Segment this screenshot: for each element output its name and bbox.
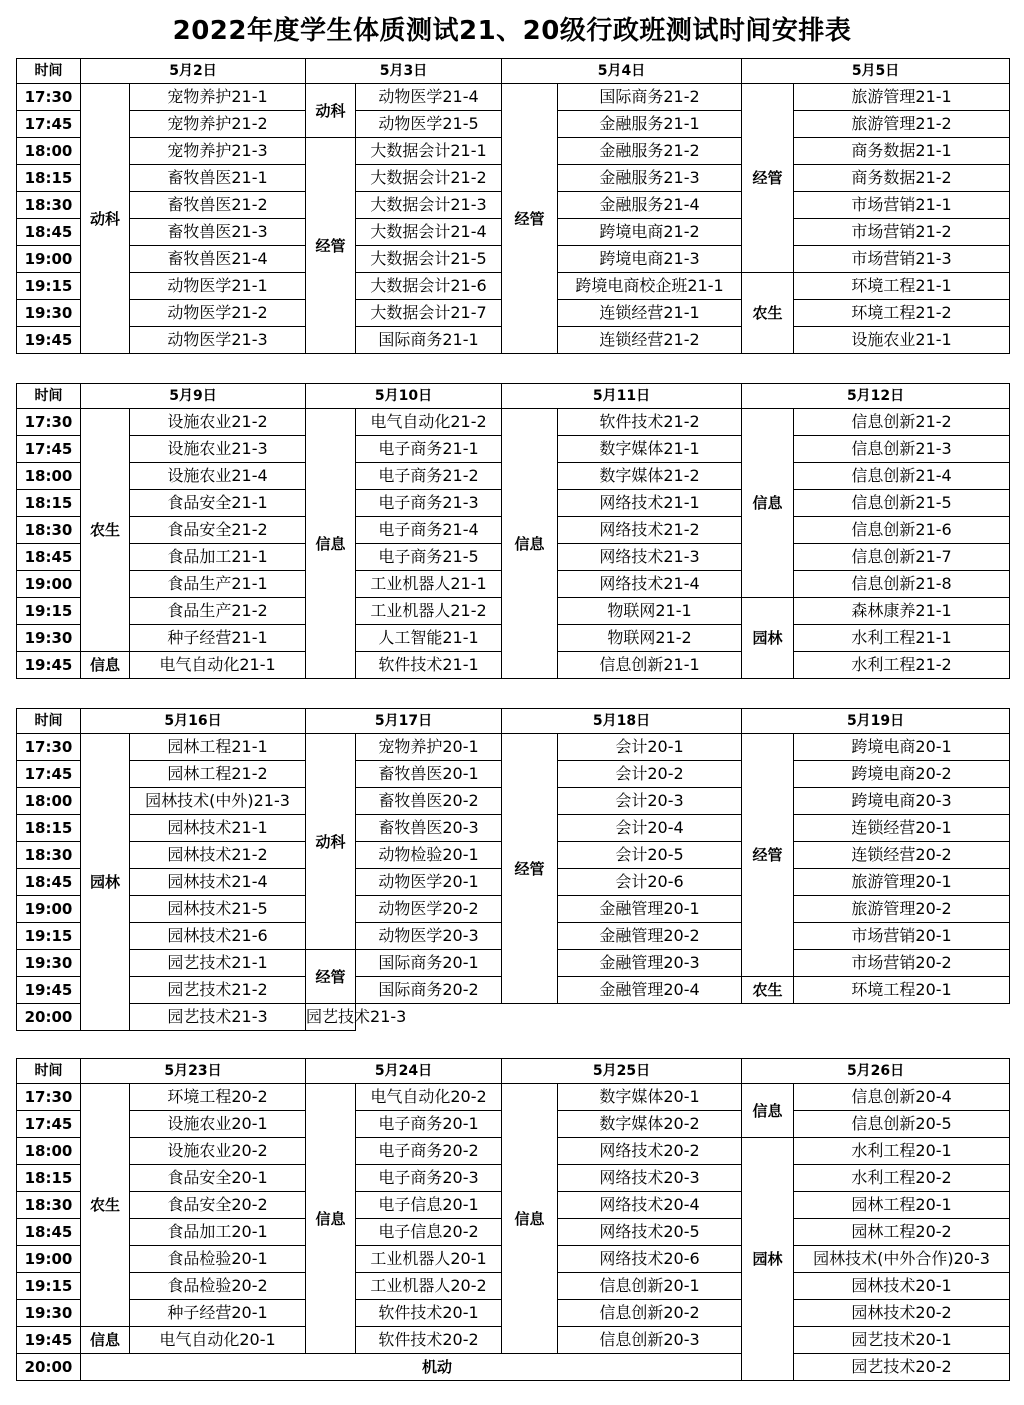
class-cell: 信息创新21-5 — [794, 490, 1010, 517]
class-cell: 环境工程21-1 — [794, 273, 1010, 300]
time-cell: 18:00 — [17, 788, 81, 815]
department-cell: 经管 — [502, 734, 558, 1004]
class-cell: 园林技术21-6 — [130, 923, 306, 950]
time-cell: 18:00 — [17, 463, 81, 490]
class-cell: 网络技术20-5 — [558, 1219, 742, 1246]
class-cell: 设施农业21-2 — [130, 409, 306, 436]
department-cell: 信息 — [742, 409, 794, 598]
class-cell: 电子商务20-1 — [356, 1111, 502, 1138]
class-cell: 信息创新21-7 — [794, 544, 1010, 571]
class-cell: 市场营销21-3 — [794, 246, 1010, 273]
class-cell: 动物检验20-1 — [356, 842, 502, 869]
time-cell: 19:15 — [17, 273, 81, 300]
class-cell: 网络技术21-2 — [558, 517, 742, 544]
class-cell: 食品加工20-1 — [130, 1219, 306, 1246]
class-cell: 信息创新21-4 — [794, 463, 1010, 490]
class-cell: 大数据会计21-4 — [356, 219, 502, 246]
class-cell: 商务数据21-1 — [794, 138, 1010, 165]
date-header: 5月9日 — [81, 384, 306, 409]
class-cell: 电气自动化21-1 — [130, 652, 306, 679]
class-cell: 市场营销20-1 — [794, 923, 1010, 950]
class-cell: 园林工程21-1 — [130, 734, 306, 761]
class-cell: 金融服务21-2 — [558, 138, 742, 165]
date-header: 5月24日 — [306, 1059, 502, 1084]
department-cell: 经管 — [306, 138, 356, 354]
class-cell: 电子商务20-2 — [356, 1138, 502, 1165]
class-cell: 宠物养护20-1 — [356, 734, 502, 761]
class-cell: 水利工程21-2 — [794, 652, 1010, 679]
class-cell: 设施农业21-1 — [794, 327, 1010, 354]
class-cell: 网络技术20-4 — [558, 1192, 742, 1219]
time-cell: 19:00 — [17, 896, 81, 923]
schedule-row — [17, 409, 1010, 436]
time-cell: 18:00 — [17, 1138, 81, 1165]
date-header: 5月4日 — [502, 59, 742, 84]
class-cell: 金融管理20-3 — [558, 950, 742, 977]
time-column-header: 时间 — [17, 1059, 81, 1084]
class-cell: 种子经营21-1 — [130, 625, 306, 652]
class-cell: 会计20-3 — [558, 788, 742, 815]
class-cell: 宠物养护21-3 — [130, 138, 306, 165]
class-cell: 市场营销21-1 — [794, 192, 1010, 219]
class-cell: 环境工程21-2 — [794, 300, 1010, 327]
time-cell: 18:45 — [17, 219, 81, 246]
class-cell: 环境工程20-2 — [130, 1084, 306, 1111]
time-cell: 18:30 — [17, 192, 81, 219]
class-cell: 市场营销20-2 — [794, 950, 1010, 977]
time-cell: 17:30 — [17, 1084, 81, 1111]
class-cell: 水利工程20-1 — [794, 1138, 1010, 1165]
class-cell: 数字媒体21-2 — [558, 463, 742, 490]
class-cell: 园林工程21-2 — [130, 761, 306, 788]
class-cell: 信息创新21-1 — [558, 652, 742, 679]
class-cell: 动物医学20-1 — [356, 869, 502, 896]
class-cell: 会计20-6 — [558, 869, 742, 896]
class-cell: 园艺技术21-1 — [130, 950, 306, 977]
time-cell: 20:00 — [17, 1004, 81, 1031]
class-cell: 园艺技术20-1 — [794, 1327, 1010, 1354]
time-cell: 19:15 — [17, 1273, 81, 1300]
date-header: 5月23日 — [81, 1059, 306, 1084]
class-cell: 旅游管理21-1 — [794, 84, 1010, 111]
class-cell: 工业机器人20-1 — [356, 1246, 502, 1273]
class-cell: 动物医学21-1 — [130, 273, 306, 300]
class-cell: 电子信息20-1 — [356, 1192, 502, 1219]
class-cell: 国际商务21-2 — [558, 84, 742, 111]
class-cell: 跨境电商21-2 — [558, 219, 742, 246]
class-cell: 森林康养21-1 — [794, 598, 1010, 625]
class-cell: 信息创新21-3 — [794, 436, 1010, 463]
class-cell: 动物医学21-5 — [356, 111, 502, 138]
header-row — [17, 384, 1010, 409]
class-cell: 园艺技术21-3 — [130, 1004, 306, 1031]
class-cell: 园林技术21-1 — [130, 815, 306, 842]
time-cell: 19:45 — [17, 1327, 81, 1354]
class-cell: 食品安全20-1 — [130, 1165, 306, 1192]
class-cell: 食品安全21-2 — [130, 517, 306, 544]
time-cell: 18:15 — [17, 165, 81, 192]
class-cell: 工业机器人21-2 — [356, 598, 502, 625]
class-cell: 种子经营20-1 — [130, 1300, 306, 1327]
department-cell: 信息 — [306, 1084, 356, 1354]
date-header: 5月19日 — [742, 709, 1010, 734]
class-cell: 工业机器人21-1 — [356, 571, 502, 598]
time-cell: 19:00 — [17, 571, 81, 598]
class-cell: 信息创新21-8 — [794, 571, 1010, 598]
department-cell: 信息 — [81, 652, 130, 679]
time-column-header: 时间 — [17, 709, 81, 734]
department-cell: 动科 — [306, 734, 356, 950]
department-cell: 农生 — [742, 977, 794, 1004]
time-cell: 17:45 — [17, 436, 81, 463]
class-cell: 会计20-2 — [558, 761, 742, 788]
class-cell: 软件技术20-2 — [356, 1327, 502, 1354]
department-cell: 信息 — [502, 409, 558, 679]
time-cell: 18:30 — [17, 517, 81, 544]
class-cell: 动物医学20-3 — [356, 923, 502, 950]
class-cell: 园林技术20-2 — [794, 1300, 1010, 1327]
class-cell: 网络技术21-3 — [558, 544, 742, 571]
header-row — [17, 709, 1010, 734]
class-cell: 畜牧兽医21-3 — [130, 219, 306, 246]
schedule-row — [17, 1004, 1010, 1031]
time-cell: 18:15 — [17, 490, 81, 517]
date-header: 5月3日 — [306, 59, 502, 84]
time-cell: 19:30 — [17, 625, 81, 652]
department-cell: 农生 — [81, 1084, 130, 1327]
class-cell: 会计20-5 — [558, 842, 742, 869]
class-cell: 宠物养护21-2 — [130, 111, 306, 138]
page-title: 2022年度学生体质测试21、20级行政班测试时间安排表 — [172, 16, 852, 46]
class-cell: 食品生产21-2 — [130, 598, 306, 625]
class-cell: 跨境电商校企班21-1 — [558, 273, 742, 300]
class-cell: 水利工程21-1 — [794, 625, 1010, 652]
time-cell: 17:30 — [17, 84, 81, 111]
time-cell: 19:00 — [17, 246, 81, 273]
time-cell: 17:45 — [17, 761, 81, 788]
class-cell: 国际商务20-1 — [356, 950, 502, 977]
department-cell: 园林 — [742, 1138, 794, 1381]
class-cell: 大数据会计21-5 — [356, 246, 502, 273]
class-cell: 食品安全20-2 — [130, 1192, 306, 1219]
class-cell: 金融服务21-1 — [558, 111, 742, 138]
schedule-row — [17, 84, 1010, 111]
class-cell: 动物医学20-2 — [356, 896, 502, 923]
class-cell: 金融服务21-3 — [558, 165, 742, 192]
department-cell: 信息 — [306, 409, 356, 679]
department-cell: 农生 — [81, 409, 130, 652]
time-cell: 19:30 — [17, 950, 81, 977]
class-cell: 畜牧兽医20-2 — [356, 788, 502, 815]
time-cell: 18:15 — [17, 1165, 81, 1192]
header-row — [17, 59, 1010, 84]
class-cell: 设施农业20-1 — [130, 1111, 306, 1138]
department-cell: 经管 — [306, 950, 356, 1004]
class-cell: 食品安全21-1 — [130, 490, 306, 517]
class-cell: 园林工程20-1 — [794, 1192, 1010, 1219]
class-cell: 食品加工21-1 — [130, 544, 306, 571]
time-cell: 19:45 — [17, 977, 81, 1004]
class-cell: 旅游管理20-2 — [794, 896, 1010, 923]
department-cell: 动科 — [306, 84, 356, 138]
date-header: 5月12日 — [742, 384, 1010, 409]
class-cell: 畜牧兽医20-1 — [356, 761, 502, 788]
class-cell: 食品检验20-2 — [130, 1273, 306, 1300]
class-cell: 园林技术(中外)21-3 — [130, 788, 306, 815]
department-cell: 信息 — [742, 1084, 794, 1138]
class-cell: 食品生产21-1 — [130, 571, 306, 598]
class-cell: 设施农业20-2 — [130, 1138, 306, 1165]
department-cell: 动科 — [81, 84, 130, 354]
class-cell: 宠物养护21-1 — [130, 84, 306, 111]
time-cell: 17:45 — [17, 111, 81, 138]
class-cell: 大数据会计21-1 — [356, 138, 502, 165]
class-cell: 物联网21-1 — [558, 598, 742, 625]
class-cell: 旅游管理20-1 — [794, 869, 1010, 896]
class-cell: 畜牧兽医21-1 — [130, 165, 306, 192]
time-cell: 17:30 — [17, 409, 81, 436]
time-cell: 18:45 — [17, 544, 81, 571]
class-cell: 数字媒体20-2 — [558, 1111, 742, 1138]
class-cell: 电子商务21-5 — [356, 544, 502, 571]
class-cell: 动物医学21-3 — [130, 327, 306, 354]
class-cell: 大数据会计21-2 — [356, 165, 502, 192]
class-cell: 畜牧兽医20-3 — [356, 815, 502, 842]
time-cell: 18:45 — [17, 869, 81, 896]
schedule-table-week-3 — [16, 708, 1010, 1031]
class-cell: 大数据会计21-3 — [356, 192, 502, 219]
class-cell: 工业机器人20-2 — [356, 1273, 502, 1300]
class-cell: 金融管理20-1 — [558, 896, 742, 923]
time-cell: 18:45 — [17, 1219, 81, 1246]
date-header: 5月16日 — [81, 709, 306, 734]
class-cell: 水利工程20-2 — [794, 1165, 1010, 1192]
class-cell: 园艺技术20-2 — [794, 1354, 1010, 1381]
class-cell: 网络技术21-4 — [558, 571, 742, 598]
class-cell: 软件技术21-1 — [356, 652, 502, 679]
class-cell: 信息创新20-5 — [794, 1111, 1010, 1138]
date-header: 5月5日 — [742, 59, 1010, 84]
time-column-header: 时间 — [17, 384, 81, 409]
class-cell: 园林工程20-2 — [794, 1219, 1010, 1246]
class-cell: 电子商务21-1 — [356, 436, 502, 463]
date-header: 5月17日 — [306, 709, 502, 734]
time-cell: 17:30 — [17, 734, 81, 761]
time-cell: 19:00 — [17, 1246, 81, 1273]
class-cell: 环境工程20-1 — [794, 977, 1010, 1004]
class-cell: 电子商务21-2 — [356, 463, 502, 490]
time-cell: 18:15 — [17, 815, 81, 842]
class-cell: 信息创新21-6 — [794, 517, 1010, 544]
class-cell: 食品检验20-1 — [130, 1246, 306, 1273]
class-cell: 园艺技术21-2 — [130, 977, 306, 1004]
department-cell: 经管 — [742, 84, 794, 273]
class-cell: 电气自动化21-2 — [356, 409, 502, 436]
class-cell: 旅游管理21-2 — [794, 111, 1010, 138]
time-cell: 19:30 — [17, 300, 81, 327]
class-cell: 会计20-1 — [558, 734, 742, 761]
date-header: 5月10日 — [306, 384, 502, 409]
time-cell: 18:30 — [17, 842, 81, 869]
class-cell: 商务数据21-2 — [794, 165, 1010, 192]
class-cell: 电气自动化20-1 — [130, 1327, 306, 1354]
class-cell: 跨境电商21-3 — [558, 246, 742, 273]
class-cell: 电子信息20-2 — [356, 1219, 502, 1246]
class-cell: 网络技术20-2 — [558, 1138, 742, 1165]
schedule-table-week-4 — [16, 1058, 1010, 1381]
class-cell: 园林技术21-4 — [130, 869, 306, 896]
date-header: 5月11日 — [502, 384, 742, 409]
time-cell: 19:45 — [17, 327, 81, 354]
time-column-header: 时间 — [17, 59, 81, 84]
date-header: 5月2日 — [81, 59, 306, 84]
class-cell: 金融管理20-4 — [558, 977, 742, 1004]
class-cell: 连锁经营20-2 — [794, 842, 1010, 869]
class-cell: 电子商务20-3 — [356, 1165, 502, 1192]
department-cell: 信息 — [502, 1084, 558, 1354]
schedule-row — [17, 1354, 1010, 1381]
class-cell: 国际商务21-1 — [356, 327, 502, 354]
class-cell: 网络技术20-6 — [558, 1246, 742, 1273]
time-cell: 19:45 — [17, 652, 81, 679]
class-cell: 电子商务21-3 — [356, 490, 502, 517]
department-cell: 园林 — [742, 598, 794, 679]
class-cell: 连锁经营20-1 — [794, 815, 1010, 842]
class-cell: 会计20-4 — [558, 815, 742, 842]
flexible-slot-cell: 机动 — [81, 1354, 794, 1381]
class-cell: 信息创新20-2 — [558, 1300, 742, 1327]
date-header: 5月18日 — [502, 709, 742, 734]
class-cell: 连锁经营21-2 — [558, 327, 742, 354]
class-cell: 软件技术21-2 — [558, 409, 742, 436]
class-cell: 跨境电商20-1 — [794, 734, 1010, 761]
time-cell: 20:00 — [17, 1354, 81, 1381]
schedule-table-week-1 — [16, 58, 1010, 354]
department-cell: 经管 — [742, 734, 794, 977]
schedule-row — [17, 1084, 1010, 1111]
class-cell: 信息创新20-1 — [558, 1273, 742, 1300]
time-cell: 18:00 — [17, 138, 81, 165]
class-cell: 园林技术21-2 — [130, 842, 306, 869]
time-cell: 19:30 — [17, 1300, 81, 1327]
class-cell: 电子商务21-4 — [356, 517, 502, 544]
class-cell: 园林技术(中外合作)20-3 — [794, 1246, 1010, 1273]
class-cell: 畜牧兽医21-4 — [130, 246, 306, 273]
class-cell: 网络技术21-1 — [558, 490, 742, 517]
class-cell: 设施农业21-3 — [130, 436, 306, 463]
class-cell: 信息创新20-4 — [794, 1084, 1010, 1111]
schedule-table-week-2 — [16, 383, 1010, 679]
class-cell: 电气自动化20-2 — [356, 1084, 502, 1111]
class-cell: 软件技术20-1 — [356, 1300, 502, 1327]
class-cell: 金融服务21-4 — [558, 192, 742, 219]
date-header: 5月26日 — [742, 1059, 1010, 1084]
class-cell: 园林技术21-5 — [130, 896, 306, 923]
department-cell: 园林 — [81, 734, 130, 1031]
date-header: 5月25日 — [502, 1059, 742, 1084]
time-cell: 19:15 — [17, 923, 81, 950]
class-cell: 设施农业21-4 — [130, 463, 306, 490]
class-cell: 市场营销21-2 — [794, 219, 1010, 246]
class-cell: 动物医学21-2 — [130, 300, 306, 327]
class-cell: 网络技术20-3 — [558, 1165, 742, 1192]
time-cell: 19:15 — [17, 598, 81, 625]
class-cell: 园林技术20-1 — [794, 1273, 1010, 1300]
class-cell: 跨境电商20-3 — [794, 788, 1010, 815]
class-cell: 大数据会计21-7 — [356, 300, 502, 327]
class-cell: 动物医学21-4 — [356, 84, 502, 111]
class-cell: 畜牧兽医21-2 — [130, 192, 306, 219]
class-cell: 大数据会计21-6 — [356, 273, 502, 300]
class-cell: 人工智能21-1 — [356, 625, 502, 652]
class-cell: 国际商务20-2 — [356, 977, 502, 1004]
schedule-row — [17, 734, 1010, 761]
department-cell: 信息 — [81, 1327, 130, 1354]
department-cell: 经管 — [502, 84, 558, 354]
class-cell: 数字媒体21-1 — [558, 436, 742, 463]
class-cell: 数字媒体20-1 — [558, 1084, 742, 1111]
department-cell: 农生 — [742, 273, 794, 354]
time-cell: 18:30 — [17, 1192, 81, 1219]
class-cell: 金融管理20-2 — [558, 923, 742, 950]
class-cell: 连锁经营21-1 — [558, 300, 742, 327]
time-cell: 17:45 — [17, 1111, 81, 1138]
header-row — [17, 1059, 1010, 1084]
class-cell: 跨境电商20-2 — [794, 761, 1010, 788]
class-cell: 信息创新20-3 — [558, 1327, 742, 1354]
class-cell: 园艺技术21-3 — [306, 1004, 356, 1031]
class-cell: 信息创新21-2 — [794, 409, 1010, 436]
class-cell: 物联网21-2 — [558, 625, 742, 652]
